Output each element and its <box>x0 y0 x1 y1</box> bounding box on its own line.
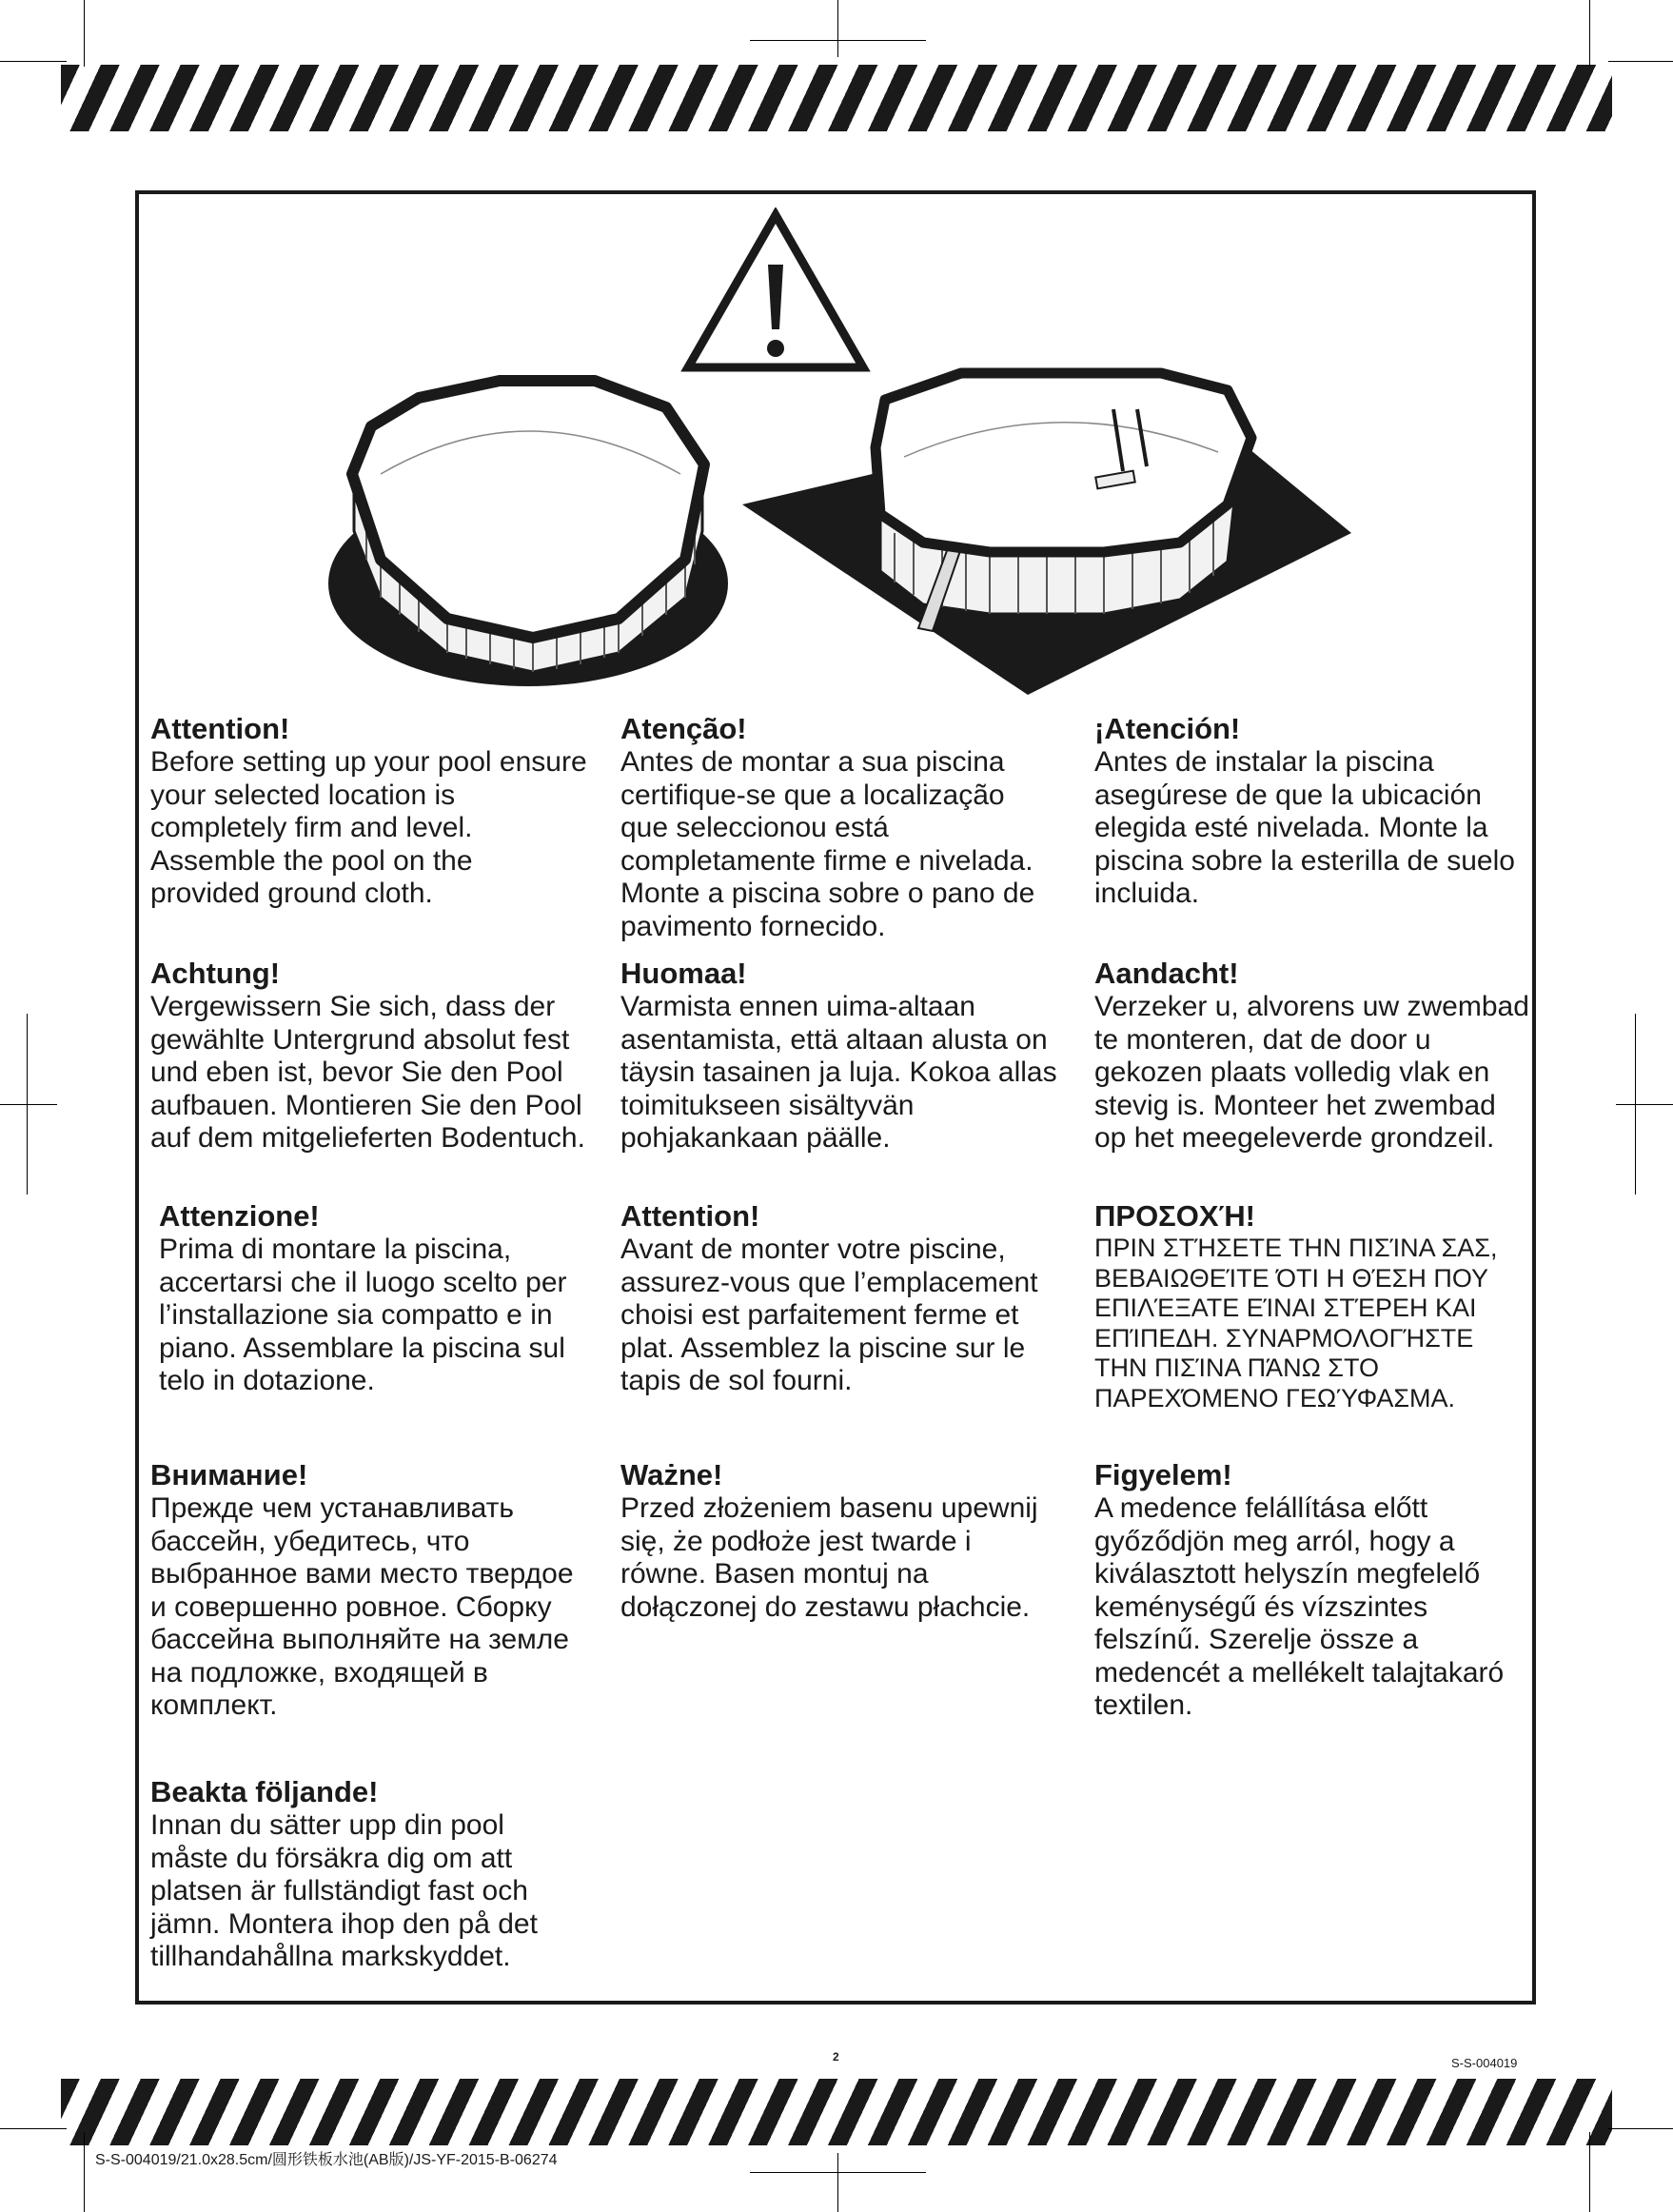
doc-code: S-S-004019 <box>1451 2056 1518 2070</box>
notice-dutch <box>1094 957 1532 1155</box>
notice-title: Huomaa! <box>620 957 747 990</box>
notice-hungarian <box>1094 1458 1532 1723</box>
notice-text: Vergewissern Sie sich, dass der gewählte Untergrund absolut fest und eben ist, bevor Sie den Pool aufbauen. Montieren Sie den Pool auf dem mitgelieferten Bodentuch. <box>150 991 585 1154</box>
notice-russian <box>150 1458 588 1723</box>
page-number: 2 <box>833 2050 839 2064</box>
notice-text: Antes de instalar la piscina asegúrese de que la ubicación elegida esté nivelada. Monte la piscina sobre la esterilla de suelo incluida. <box>1094 746 1515 909</box>
notice-text: Verzeker u, alvorens uw zwembad te monteren, dat de door u gekozen plaats volledig vlak en stevig is. Monteer het zwembad op het meegeleverde grondzeil. <box>1094 991 1529 1154</box>
notice-title: Aandacht! <box>1094 957 1239 990</box>
bottom-hazard-stripe <box>61 2079 1612 2145</box>
notice-italian <box>159 1199 597 1398</box>
notice-text: Prima di montare la piscina, accertarsi che il luogo scelto per l’installazione sia compatto e in piano. Assemblare la piscina sul telo in dotazione. <box>159 1234 567 1396</box>
warning-triangle-icon <box>680 207 871 374</box>
notice-finnish <box>620 957 1058 1155</box>
notice-title: Achtung! <box>150 957 281 990</box>
notice-title: Attention! <box>620 1199 760 1233</box>
notice-title: ¡Atención! <box>1094 712 1241 745</box>
notice-portuguese <box>620 712 1058 943</box>
notice-swedish <box>150 1775 588 1974</box>
notice-title: Atenção! <box>620 712 747 745</box>
notice-text: ΠΡΙΝ ΣΤΉΣΕΤΕ ΤΗΝ ΠΙΣΊΝΑ ΣΑΣ, ΒΕΒΑΙΩΘΕΊΤΕ ΌΤΙ Η ΘΈΣΗ ΠΟΥ ΕΠΙΛΈΞΑΤΕ ΕΊΝΑΙ ΣΤΈΡΕΗ ΚΑΙ ΕΠΊΠΕΔΗ. ΣΥΝΑΡΜΟΛΟΓΉΣΤΕ ΤΗΝ ΠΙΣΊΝΑ ΠΆΝΩ ΣΤΟ ΠΑΡΕΧΌΜΕΝΟ ΓΕΩΎΦΑΣΜΑ. <box>1094 1234 1498 1412</box>
round-pool-illustration <box>324 369 733 693</box>
notice-text: Przed złożeniem basenu upewnij się, że podłoże jest twarde i równe. Basen montuj na dołączonej do zestawu płachcie. <box>620 1492 1038 1623</box>
oval-pool-illustration <box>742 362 1351 695</box>
notice-polish <box>620 1458 1058 1624</box>
notice-text: A medence felállítása előtt győződjön meg arról, hogy a kiválasztott helyszín megfelelő keménységű és vízszintes felszínű. Szerelje össze a medencét a mellékelt talajtakaró textilen. <box>1094 1492 1505 1721</box>
notice-english-1 <box>150 712 588 911</box>
notice-text: Before setting up your pool ensure your selected location is completely firm and level. Assemble the pool on the provided ground cloth. <box>150 746 587 909</box>
top-hazard-stripe <box>61 65 1612 131</box>
notice-title: Attention! <box>150 712 290 745</box>
file-info: S-S-004019/21.0x28.5cm/圆形铁板水池(AB版)/JS-YF-2015-B-06274 <box>95 2152 558 2168</box>
notice-spanish <box>1094 712 1532 911</box>
notice-text: Прежде чем устанавливать бассейн, убедитесь, что выбранное вами место твердое и совершенно ровное. Сборку бассейна выполняйте на земле на подложке, входящей в комплект. <box>150 1492 574 1721</box>
notice-german <box>150 957 588 1155</box>
notice-title: Ważne! <box>620 1458 723 1491</box>
notice-text: Antes de montar a sua piscina certifique-se que a localização que seleccionou está completamente firme e nivelada. Monte a piscina sobre o pano de pavimento fornecido. <box>620 746 1035 942</box>
notice-title: Figyelem! <box>1094 1458 1232 1491</box>
notice-title: ΠΡΟΣΟΧΉ! <box>1094 1199 1255 1233</box>
notice-title: Внимание! <box>150 1458 308 1491</box>
notice-french <box>620 1199 1058 1398</box>
notice-text: Avant de monter votre piscine, assurez-vous que l’emplacement choisi est parfaitement ferme et plat. Assemblez la piscine sur le tapis de sol fourni. <box>620 1234 1038 1396</box>
notice-greek <box>1094 1199 1532 1413</box>
notice-title: Attenzione! <box>159 1199 320 1233</box>
notice-text: Varmista ennen uima-altaan asentamista, että altaan alusta on täysin tasainen ja luja. Kokoa allas toimitukseen sisältyvän pohjakankaan päälle. <box>620 991 1057 1154</box>
notice-title: Beakta följande! <box>150 1775 379 1808</box>
notice-text: Innan du sätter upp din pool måste du försäkra dig om att platsen är fullständigt fast och jämn. Montera ihop den på det tillhandahållna markskyddet. <box>150 1809 538 1972</box>
